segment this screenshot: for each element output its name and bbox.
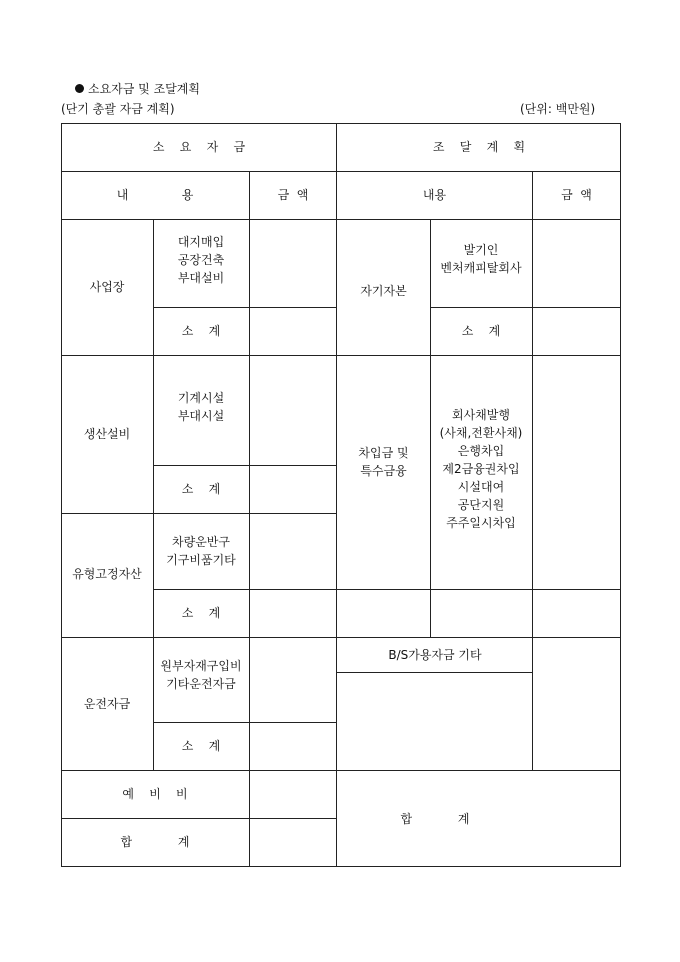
total-left: 합 계 — [120, 835, 190, 849]
bullet-icon — [75, 84, 84, 93]
equipment-subtotal: 소 계 — [181, 482, 221, 496]
borrowing-category: 차입금 및 특수금융 — [358, 446, 409, 478]
working-capital-category: 운전자금 — [83, 696, 131, 711]
document-title-text: 소요자금 및 조달계획 — [88, 82, 200, 96]
table-rule — [336, 672, 533, 673]
equipment-category: 생산설비 — [83, 427, 131, 441]
sources-content-column: 내용 — [422, 188, 447, 202]
uses-content-column: 내 용 — [116, 188, 194, 202]
equity-items: 발기인 벤처캐피탈회사 — [440, 243, 522, 275]
working-capital-items: 원부자재구입비 기타운전자금 — [160, 659, 242, 691]
table-rule — [532, 171, 533, 770]
working-capital-subtotal: 소 계 — [181, 739, 221, 753]
document-subtitle: (단기 총괄 자금 계획) — [61, 102, 175, 116]
equity-category: 자기자본 — [360, 284, 407, 298]
sources-amount-column: 금 액 — [561, 188, 592, 202]
funding-plan-table — [61, 123, 621, 867]
document-title — [75, 80, 200, 97]
total-right: 합 계 — [400, 811, 470, 826]
bs-other-funds: B/S가용자금 기타 — [388, 647, 482, 662]
uses-amount-column: 금 액 — [277, 188, 309, 202]
site-category: 사업장 — [89, 280, 125, 294]
tangible-asset-category: 유형고정자산 — [72, 567, 142, 581]
equity-subtotal: 소 계 — [461, 324, 501, 338]
uses-header: 소 요 자 금 — [152, 140, 246, 154]
tangible-asset-items: 차량운반구 기구비품기타 — [166, 535, 236, 567]
table-rule — [249, 171, 250, 867]
site-subtotal: 소 계 — [181, 324, 221, 338]
table-rule — [620, 123, 621, 867]
tangible-asset-subtotal: 소 계 — [181, 606, 221, 620]
reserve-row: 예 비 비 — [122, 787, 188, 801]
site-items: 대지매입 공장건축 부대설비 — [177, 235, 225, 285]
borrowing-items: 회사채발행 (사채,전환사채) 은행차입 제2금융권차입 시설대여 공단지원 주주일시차입 — [439, 408, 523, 530]
table-rule — [336, 589, 621, 590]
equipment-items: 기계시설 부대시설 — [177, 391, 225, 423]
sources-header: 조 달 계 획 — [432, 140, 526, 154]
unit-label: (단위: 백만원) — [520, 102, 596, 116]
